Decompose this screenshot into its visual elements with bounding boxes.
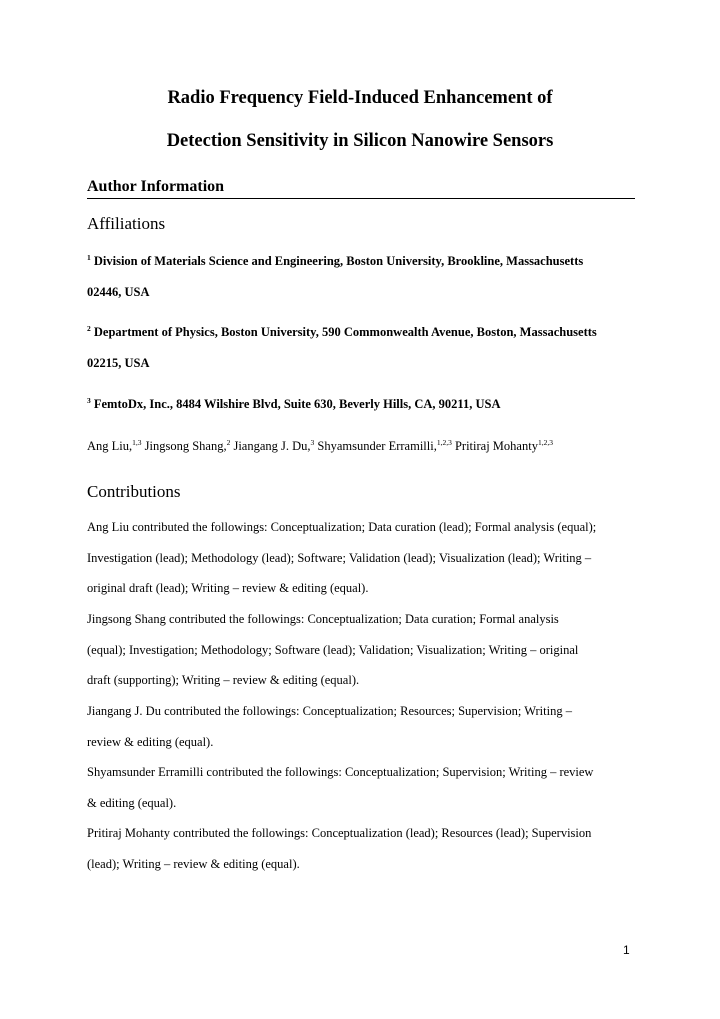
author-affiliation-marks: 2 — [226, 437, 231, 447]
paper-title-line-2: Detection Sensitivity in Silicon Nanowire Sensors — [166, 131, 554, 151]
affiliation-1 — [87, 246, 647, 307]
affiliation-2 — [87, 317, 647, 378]
contribution-paragraph-pritiraj-mohanty — [87, 818, 637, 879]
affiliation-mark: 2 — [87, 323, 91, 333]
contribution-line: Shyamsunder Erramilli contributed the followings: Conceptualization; Supervision; Writing – review — [87, 765, 594, 779]
author-name: Ang Liu, — [87, 439, 133, 453]
author-name: Jiangang J. Du, — [233, 439, 311, 453]
author-affiliation-marks: 1,3 — [132, 437, 142, 447]
contribution-line: original draft (lead); Writing – review & editing (equal). — [87, 581, 369, 595]
affiliation-3 — [87, 389, 647, 420]
author-name: Pritiraj Mohanty — [454, 439, 538, 453]
affiliation-line: 02446, USA — [87, 284, 150, 299]
contribution-line: Investigation (lead); Methodology (lead); Software; Validation (lead); Visualization (lead); Writing – — [87, 550, 592, 565]
contribution-line: (lead); Writing – review & editing (equal). — [87, 856, 300, 871]
contribution-line: (equal); Investigation; Methodology; Software (lead); Validation; Visualization; Writing – original — [87, 642, 579, 657]
contribution-line: Jingsong Shang contributed the followings: Conceptualization; Data curation; Formal analysis — [87, 612, 559, 626]
affiliation-line: Department of Physics, Boston University, 590 Commonwealth Avenue, Boston, Massachusetts — [93, 325, 597, 339]
affiliation-mark: 1 — [87, 252, 91, 262]
contributions-heading: Contributions — [87, 482, 181, 501]
affiliation-line: 02215, USA — [87, 355, 150, 370]
author-affiliation-marks: 1,2,3 — [537, 437, 553, 447]
page-number: 1 — [623, 943, 630, 957]
author-name: Shyamsunder Erramilli, — [317, 439, 437, 453]
contribution-paragraph-jiangang-du — [87, 696, 637, 757]
contribution-line: draft (supporting); Writing – review & editing (equal). — [87, 673, 360, 687]
contribution-line: & editing (equal). — [87, 795, 177, 810]
affiliation-line: Division of Materials Science and Engineering, Boston University, Brookline, Massachusetts — [93, 254, 584, 268]
contribution-line: review & editing (equal). — [87, 734, 214, 749]
contribution-line: Jiangang J. Du contributed the followings: Conceptualization; Resources; Supervision; Writing – — [87, 704, 572, 718]
paper-title-line-1: Radio Frequency Field-Induced Enhancement of — [167, 88, 553, 108]
author-information-heading: Author Information — [87, 178, 635, 199]
author-list — [87, 431, 647, 461]
author-name: Jingsong Shang, — [144, 439, 227, 453]
contribution-line: Ang Liu contributed the followings: Conceptualization; Data curation (lead); Formal analysis (equal); — [87, 520, 597, 534]
contribution-line: Pritiraj Mohanty contributed the followings: Conceptualization (lead); Resources (lead); Supervision — [87, 826, 592, 840]
affiliation-line: FemtoDx, Inc., 8484 Wilshire Blvd, Suite 630, Beverly Hills, CA, 90211, USA — [93, 397, 501, 411]
author-affiliation-marks: 1,2,3 — [436, 437, 452, 447]
author-affiliation-marks: 3 — [310, 437, 315, 447]
affiliation-mark: 3 — [87, 395, 91, 405]
contribution-paragraph-jingsong-shang — [87, 604, 637, 696]
affiliations-heading: Affiliations — [87, 214, 166, 233]
contribution-paragraph-ang-liu — [87, 512, 637, 604]
contribution-paragraph-shyamsunder-erramilli — [87, 757, 637, 818]
